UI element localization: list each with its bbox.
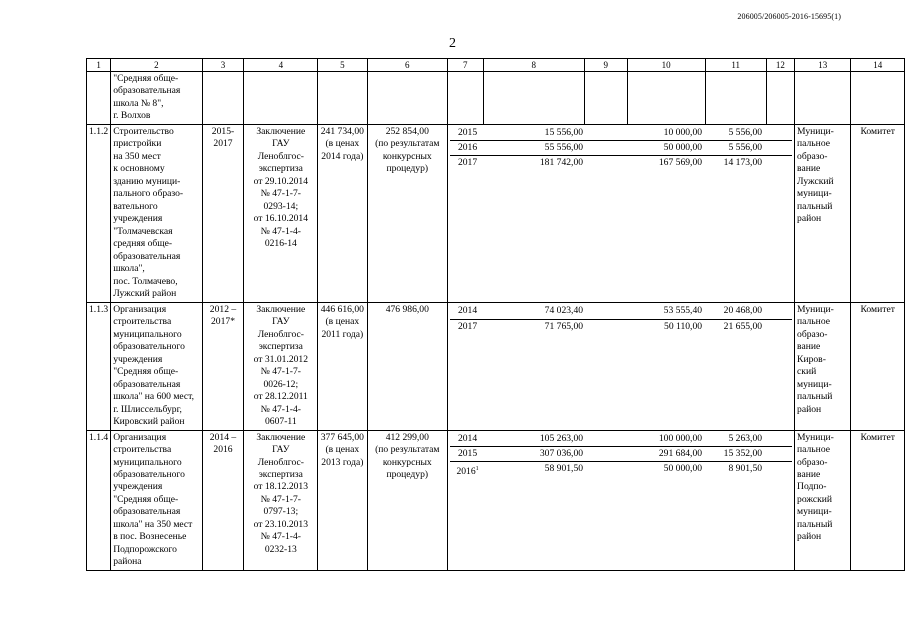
col-number: 2 — [111, 59, 202, 72]
local-amount: 5 556,00 — [704, 126, 764, 141]
responsible-agency: Комитет — [851, 430, 905, 570]
col-number: 1 — [87, 59, 111, 72]
regional-amount: 50 000,00 — [627, 140, 704, 155]
contract-cost: 252 854,00 (по результатам конкурсных процедур) — [367, 124, 448, 302]
regional-amount: 100 000,00 — [627, 432, 704, 447]
total-amount: 74 023,40 — [485, 304, 585, 320]
table-row — [87, 124, 905, 302]
year-row — [450, 319, 792, 334]
local-amount: 14 173,00 — [723, 156, 763, 168]
year-row — [450, 126, 792, 141]
year: 2014 — [450, 432, 485, 447]
object-name: Организация строительства муниципального образовательного учреждения "Средняя обще- образовательная школа" на 600 мест, г. Шлиссельбург, Кировский район — [111, 302, 202, 430]
year-row — [450, 140, 792, 155]
local-amount: 5 263,00 — [704, 432, 764, 447]
estimated-cost: 241 734,00 (в ценах 2014 года) — [318, 124, 367, 302]
municipality: Муници- пальное образо- вание Лужский муници- пальный район — [795, 124, 851, 302]
financing-by-year — [448, 430, 795, 570]
col-number: 11 — [705, 59, 766, 72]
total-amount: 58 901,50 — [544, 462, 584, 474]
year-row — [450, 304, 792, 320]
footnote-mark: 1 — [475, 465, 479, 472]
continuation-row — [87, 72, 905, 125]
col-number: 8 — [483, 59, 584, 72]
col-number: 3 — [202, 59, 244, 72]
expertise-conclusion: Заключение ГАУ Ленoблгос- экспертиза от 31.01.2012 № 47-1-7- 0026-12; от 28.12.2011 № 47-1-4- 0607-11 — [244, 302, 318, 430]
total-amount: 55 556,00 — [485, 140, 585, 155]
local-amount: 5 556,00 — [704, 140, 764, 155]
total-amount: 71 765,00 — [544, 320, 584, 332]
year: 2015 — [450, 126, 485, 141]
regional-amount: 10 000,00 — [627, 126, 704, 141]
program-table — [86, 58, 905, 571]
col-number: 14 — [851, 59, 905, 72]
responsible-agency: Комитет — [851, 302, 905, 430]
estimated-cost: 377 645,00 (в ценах 2013 года) — [318, 430, 367, 570]
item-number: 1.1.2 — [87, 124, 111, 302]
column-numbers-row — [87, 59, 905, 72]
item-number: 1.1.3 — [87, 302, 111, 430]
total-amount: 105 263,00 — [485, 432, 585, 447]
expertise-conclusion: Заключение ГАУ Ленoблгос- экспертиза от 18.12.2013 № 47-1-7- 0797-13; от 23.10.2013 № 47-1-4- 0232-13 — [244, 430, 318, 570]
municipality: Муници- пальное образо- вание Киров- ский муници- пальный район — [795, 302, 851, 430]
object-name: Строительство пристройки на 350 мест к основному зданию муници- пального образо- вательного учреждения "Толмачевская средняя обще- образовательная школа", пос. Толмачево, Лужский район — [111, 124, 202, 302]
local-amount: 15 352,00 — [704, 446, 764, 461]
col-number: 10 — [627, 59, 705, 72]
year: 2016 — [450, 140, 485, 155]
contract-cost: 412 299,00 (по результатам конкурсных процедур) — [367, 430, 448, 570]
table-row — [87, 302, 905, 430]
year-row — [450, 432, 792, 447]
col-number: 9 — [585, 59, 628, 72]
financing-by-year — [448, 302, 795, 430]
year-row — [450, 155, 792, 170]
local-amount: 20 468,00 — [704, 304, 764, 320]
total-amount: 15 556,00 — [485, 126, 585, 141]
municipality: Муници- пальное образо- вание Подпо- рожский муници- пальный район — [795, 430, 851, 570]
table-row — [87, 430, 905, 570]
col-number: 12 — [766, 59, 794, 72]
local-amount: 21 655,00 — [723, 320, 763, 332]
regional-amount: 50 110,00 — [664, 320, 703, 332]
page-number: 2 — [449, 36, 456, 51]
period: 2012 – 2017* — [202, 302, 244, 430]
year-row — [450, 446, 792, 461]
year: 2015 — [450, 446, 485, 461]
col-number: 5 — [318, 59, 367, 72]
regional-amount: 167 569,00 — [658, 156, 703, 168]
year: 2017 — [457, 156, 478, 168]
contract-cost: 476 986,00 — [367, 302, 448, 430]
year: 2017 — [457, 320, 478, 332]
total-amount: 181 742,00 — [539, 156, 584, 168]
total-amount: 307 036,00 — [485, 446, 585, 461]
document-id: 206005/206005-2016-15695(1) — [737, 12, 841, 21]
year-cell — [450, 461, 485, 479]
responsible-agency: Комитет — [851, 124, 905, 302]
col-number: 6 — [367, 59, 448, 72]
item-number: 1.1.4 — [87, 430, 111, 570]
regional-amount: 50 000,00 — [663, 462, 703, 474]
regional-amount: 291 684,00 — [627, 446, 704, 461]
estimated-cost: 446 616,00 (в ценах 2011 года) — [318, 302, 367, 430]
year-row — [450, 461, 792, 479]
local-amount: 8 901,50 — [728, 462, 763, 474]
expertise-conclusion: Заключение ГАУ Ленoблгос- экспертиза от 29.10.2014 № 47-1-7- 0293-14; от 16.10.2014 № 47-1-4- 0216-14 — [244, 124, 318, 302]
col-number: 7 — [448, 59, 484, 72]
financing-by-year — [448, 124, 795, 302]
object-name: "Средняя обще- образовательная школа № 8", г. Волхов — [111, 72, 202, 125]
year: 2014 — [450, 304, 485, 320]
col-number: 4 — [244, 59, 318, 72]
period: 2014 – 2016 — [202, 430, 244, 570]
col-number: 13 — [795, 59, 851, 72]
year: 2016 — [456, 465, 476, 477]
object-name: Организация строительства муниципального образовательного учреждения "Средняя обще- образовательная школа" на 350 мест в пос. Вознесенье Подпорожского района — [111, 430, 202, 570]
regional-amount: 53 555,40 — [627, 304, 704, 320]
period: 2015- 2017 — [202, 124, 244, 302]
